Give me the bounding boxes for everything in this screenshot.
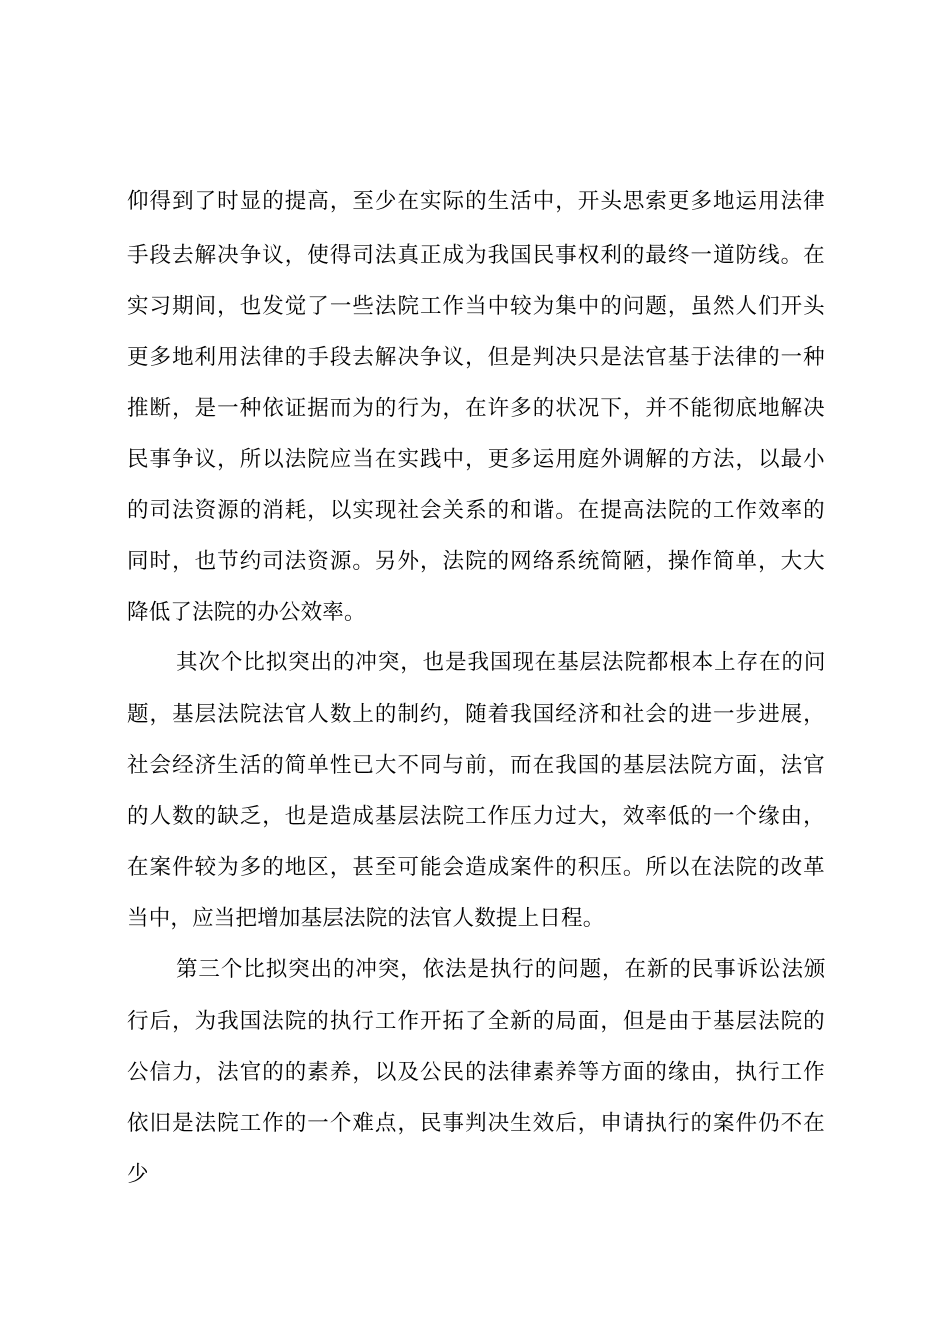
paragraph-1-line-9: 降低了法院的办公效率。 bbox=[127, 600, 366, 625]
paragraph-1-line-1: 仰得到了时显的提高，至少在实际的生活中，开头思索更多地运用法律 bbox=[127, 189, 826, 214]
paragraph-2-line-2: 题，基层法院法官人数上的制约，随着我国经济和社会的进一步进展， bbox=[127, 702, 826, 727]
paragraph-3-line-4: 依旧是法院工作的一个难点，民事判决生效后，申请执行的案件仍不在 bbox=[127, 1111, 826, 1136]
paragraph-1-line-7: 的司法资源的消耗，以实现社会关系的和谐。在提高法院的工作效率的 bbox=[127, 498, 826, 523]
paragraph-3-line-1: 第三个比拟突出的冲突，依法是执行的问题，在新的民事诉讼法颁 bbox=[176, 957, 827, 982]
paragraph-2-line-6: 当中，应当把增加基层法院的法官人数提上日程。 bbox=[127, 906, 605, 931]
paragraph-2-line-1: 其次个比拟突出的冲突，也是我国现在基层法院都根本上存在的问 bbox=[176, 650, 827, 675]
paragraph-1-line-8: 同时，也节约司法资源。另外，法院的网络系统简陋，操作简单，大大 bbox=[127, 549, 826, 574]
paragraph-1-line-6: 民事争议，所以法院应当在实践中，更多运用庭外调解的方法，以最小 bbox=[127, 447, 826, 472]
paragraph-3-line-5: 少 bbox=[127, 1162, 149, 1187]
paragraph-1-line-3: 实习期间，也发觉了一些法院工作当中较为集中的问题，虽然人们开头 bbox=[127, 294, 826, 319]
paragraph-2-line-3: 社会经济生活的简单性已大不同与前，而在我国的基层法院方面，法官 bbox=[127, 753, 826, 778]
paragraph-2-line-5: 在案件较为多的地区，甚至可能会造成案件的积压。所以在法院的改革 bbox=[127, 855, 826, 880]
paragraph-1-line-4: 更多地利用法律的手段去解决争议，但是判决只是法官基于法律的一种 bbox=[127, 345, 826, 370]
paragraph-1-line-5: 推断，是一种依证据而为的行为，在许多的状况下，并不能彻底地解决 bbox=[127, 396, 826, 421]
paragraph-3-line-3: 公信力，法官的的素养，以及公民的法律素养等方面的缘由，执行工作 bbox=[127, 1060, 826, 1085]
paragraph-2-line-4: 的人数的缺乏，也是造成基层法院工作压力过大，效率低的一个缘由， bbox=[127, 804, 826, 829]
paragraph-3-line-2: 行后，为我国法院的执行工作开拓了全新的局面，但是由于基层法院的 bbox=[127, 1009, 826, 1034]
paragraph-1-line-2: 手段去解决争议，使得司法真正成为我国民事权利的最终一道防线。在 bbox=[127, 243, 826, 268]
